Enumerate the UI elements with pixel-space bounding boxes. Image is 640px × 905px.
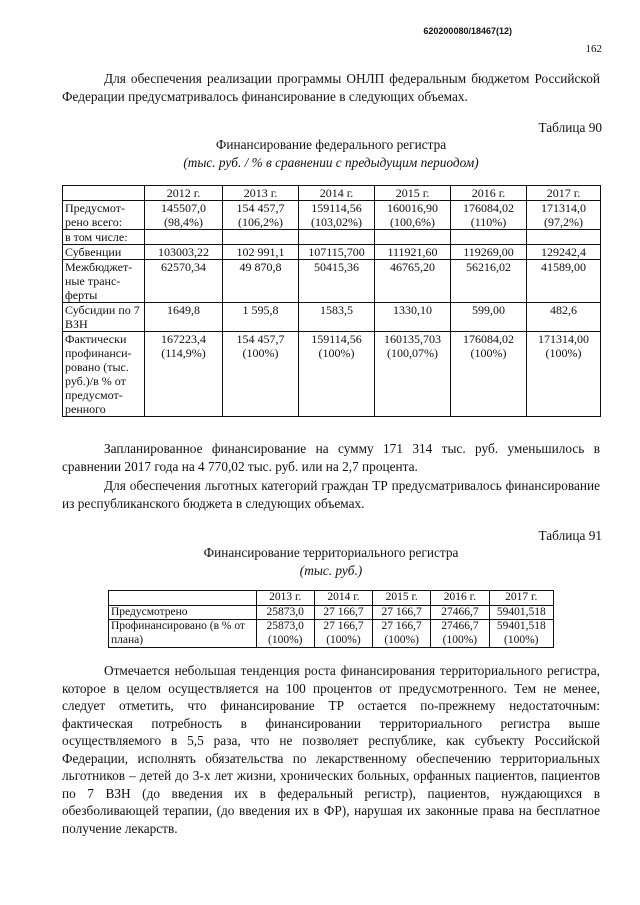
value-line: 41589,00 [541, 260, 586, 274]
value-cell [145, 201, 223, 230]
value-line: 176084,02 [463, 201, 514, 215]
value-cell [527, 332, 601, 417]
value-cell [375, 260, 451, 303]
value-line: (110%) [470, 215, 507, 229]
row-label: Межбюджет-ные транс-ферты [63, 260, 145, 303]
year-header: 2016 г. [451, 186, 527, 201]
value-line: 27 166,7 [381, 620, 422, 632]
value-cell [299, 230, 375, 245]
value-cell [375, 230, 451, 245]
value-line: 103003,22 [158, 245, 209, 259]
value-cell [431, 620, 489, 648]
value-cell [451, 332, 527, 417]
value-line: 111921,60 [387, 245, 438, 259]
page-number: 162 [585, 43, 602, 55]
value-line: 107115,700 [308, 245, 365, 259]
value-line: 25873,0 [266, 605, 304, 618]
value-line: 1583,5 [320, 303, 353, 317]
year-header: 2013 г. [223, 186, 299, 201]
year-header: 2016 г. [431, 591, 489, 606]
value-cell [375, 332, 451, 417]
value-cell [451, 230, 527, 245]
value-line: (100%) [326, 633, 361, 646]
value-cell [373, 605, 431, 620]
value-line: 129242,4 [541, 245, 586, 259]
value-line: (100,6%) [390, 215, 435, 229]
row-label: Субсидии по 7 ВЗН [63, 303, 145, 332]
value-line: 160135,703 [384, 332, 441, 346]
value-cell [145, 245, 223, 260]
value-cell [314, 605, 372, 620]
value-line: 56216,02 [466, 260, 511, 274]
value-cell [489, 620, 554, 648]
value-cell [375, 201, 451, 230]
value-cell [527, 303, 601, 332]
intro-paragraph: Для обеспечения реализации программы ОНЛП федеральным бюджетом Российской Федерации предусматривалось финансирование в следующих объемах. [62, 71, 600, 104]
value-cell [373, 620, 431, 648]
document-id: 620200080/18467(12) [423, 26, 512, 36]
value-line: 176084,02 [463, 332, 514, 346]
value-line: (100%) [470, 346, 507, 360]
row-label: Фактически профинанси-ровано (тыс. руб.)/в % от предусмот-ренного [63, 332, 145, 417]
table-row [109, 605, 554, 620]
row-label: в том числе: [63, 230, 145, 245]
table-91 [108, 590, 554, 648]
value-cell [299, 332, 375, 417]
value-cell [299, 201, 375, 230]
value-cell [375, 303, 451, 332]
value-line: (114,9%) [161, 346, 206, 360]
value-line: (97,2%) [544, 215, 583, 229]
value-line: 482,6 [550, 303, 577, 317]
value-line: 154 457,7 [236, 201, 285, 215]
value-line: 167223,4 [161, 332, 206, 346]
table-90-title: Финансирование федерального регистра [215, 137, 447, 152]
value-line: 171314,0 [541, 201, 586, 215]
value-cell [223, 245, 299, 260]
table-row [63, 201, 601, 230]
table-91-title: Финансирование территориального регистра [203, 545, 459, 560]
value-cell [223, 201, 299, 230]
value-cell [223, 332, 299, 417]
year-header: 2014 г. [299, 186, 375, 201]
value-line: 159114,56 [311, 201, 362, 215]
year-header: 2014 г. [314, 591, 372, 606]
table-row [63, 303, 601, 332]
header-corner-cell [63, 186, 145, 201]
value-line: 119269,00 [463, 245, 514, 259]
value-cell [451, 245, 527, 260]
value-cell [223, 260, 299, 303]
value-line: 159114,56 [311, 332, 362, 346]
value-line: 1330,10 [393, 303, 432, 317]
header-row [109, 591, 554, 606]
value-line: 59401,518 [496, 620, 546, 632]
value-line: (100%) [442, 633, 478, 646]
year-header: 2015 г. [373, 591, 431, 606]
value-line: 46765,20 [390, 260, 435, 274]
value-line: 27 166,7 [323, 605, 364, 618]
value-line: 27466,7 [441, 620, 479, 632]
value-cell [489, 605, 554, 620]
table-row [63, 245, 601, 260]
paragraph-republican-budget: Для обеспечения льготных категорий граждан ТР предусматривалось финансирование из республиканского бюджета в следующих объемах. [62, 478, 600, 511]
table-row [63, 230, 601, 245]
table-row [109, 620, 554, 648]
value-line: 27466,7 [441, 605, 479, 618]
value-cell [375, 245, 451, 260]
value-cell [527, 260, 601, 303]
value-line: 1 595,8 [242, 303, 279, 317]
value-line: (100%) [504, 633, 539, 646]
value-line: 1649,8 [167, 303, 200, 317]
value-line: 160016,90 [387, 201, 438, 215]
table-91-subtitle: (тыс. руб.) [299, 563, 363, 578]
value-cell [451, 260, 527, 303]
header-row [63, 186, 601, 201]
year-header: 2013 г. [256, 591, 314, 606]
value-line: 599,00 [472, 303, 505, 317]
value-line: (100%) [545, 346, 582, 360]
value-cell [451, 201, 527, 230]
value-line: 59401,518 [496, 605, 546, 618]
year-header: 2017 г. [489, 591, 554, 606]
value-line: (100%) [318, 346, 355, 360]
table-90-label: Таблица 90 [538, 120, 602, 135]
value-line: 27 166,7 [381, 605, 422, 618]
value-cell [145, 332, 223, 417]
table-row [63, 260, 601, 303]
table-row [63, 332, 601, 417]
value-cell [145, 260, 223, 303]
value-line: 25873,0 [266, 620, 304, 632]
value-cell [527, 201, 601, 230]
year-header: 2012 г. [145, 186, 223, 201]
value-line: 154 457,7 [236, 332, 285, 346]
value-line: (98,4%) [164, 215, 203, 229]
value-cell [527, 230, 601, 245]
value-cell [223, 303, 299, 332]
value-cell [314, 620, 372, 648]
value-line: 49 870,8 [239, 260, 282, 274]
table-90-subtitle: (тыс. руб. / % в сравнении с предыдущим периодом) [183, 155, 479, 170]
value-line: 171314,00 [538, 332, 589, 346]
value-cell [527, 245, 601, 260]
value-line: (103,02%) [311, 215, 362, 229]
table-90 [62, 185, 601, 417]
value-cell [145, 303, 223, 332]
header-corner-cell [109, 591, 257, 606]
value-cell [145, 230, 223, 245]
value-cell [223, 230, 299, 245]
value-cell [299, 260, 375, 303]
value-cell [451, 303, 527, 332]
value-line: 27 166,7 [323, 620, 364, 632]
value-line: 102 991,1 [236, 245, 285, 259]
row-label: Профинансировано (в % от плана) [109, 620, 257, 648]
value-cell [299, 245, 375, 260]
value-cell [256, 605, 314, 620]
value-line: (100%) [267, 633, 303, 646]
value-cell [256, 620, 314, 648]
row-label: Предусмот-рено всего: [63, 201, 145, 230]
value-line: 50415,36 [314, 260, 359, 274]
value-cell [299, 303, 375, 332]
row-label: Субвенции [63, 245, 145, 260]
value-line: (100,07%) [387, 346, 438, 360]
value-cell [431, 605, 489, 620]
table-91-label: Таблица 91 [538, 528, 602, 543]
value-line: 62570,34 [161, 260, 206, 274]
value-line: (100%) [242, 346, 279, 360]
value-line: (100%) [384, 633, 419, 646]
year-header: 2015 г. [375, 186, 451, 201]
row-label: Предусмотрено [109, 605, 257, 620]
value-line: 145507,0 [161, 201, 206, 215]
year-header: 2017 г. [527, 186, 601, 201]
paragraph-budget-decrease: Запланированное финансирование на сумму 171 314 тыс. руб. уменьшилось в сравнении 2017 года на 4 770,02 тыс. руб. или на 2,7 процента. [62, 441, 600, 474]
value-line: (106,2%) [238, 215, 283, 229]
paragraph-conclusion: Отмечается небольшая тенденция роста финансирования территориального регистра, которое в целом осуществляется на 100 процентов от предусмотренного. Тем не менее, следует отметить, что финансирование ТР остается по-прежнему недостаточным: фактическая потребность в финансировании территориального регистра выше осуществляемого в 5,5 раза, что не позволяет республике, как субъекту Российской Федерации, исполнять обязательства по лекарственному обеспечению территориальных льготников – детей до 3-х лет жизни, хронических больных, орфанных пациентов, пациентов по 7 ВЗН (до введения их в федеральный регистр), пациентов, нуждающихся в обезболивающей терапии, (до введения их в ФР), нарушая их законные права на бесплатное получение лекарств. [62, 663, 600, 836]
